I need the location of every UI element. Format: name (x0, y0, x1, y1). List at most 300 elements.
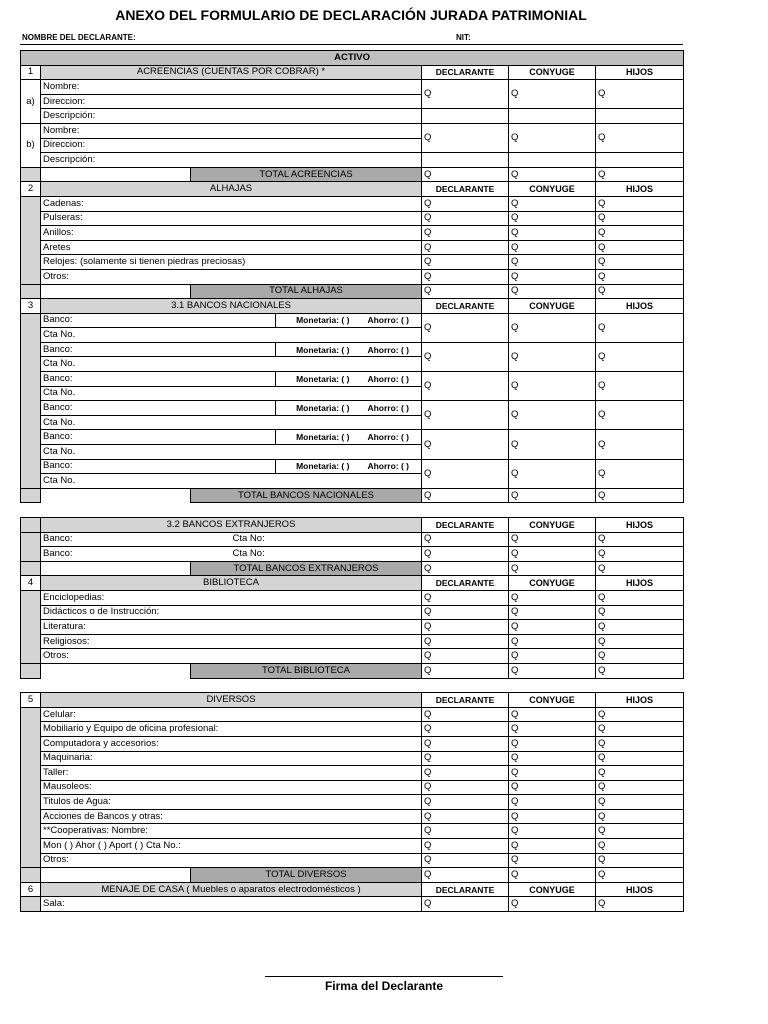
monetaria-option[interactable]: Monetaria: ( ) (296, 432, 350, 443)
item-declarante-amount[interactable]: Q (422, 839, 509, 854)
column-header-hijos: HIJOS (596, 693, 684, 708)
item-row (21, 736, 684, 751)
bank-row (21, 313, 684, 328)
column-header-conyuge: CONYUGE (509, 65, 596, 80)
item-declarante-amount[interactable]: Q (422, 809, 509, 824)
form-title: ANEXO DEL FORMULARIO DE DECLARACIÓN JURADA PATRIMONIAL (115, 7, 587, 23)
section-number: 2 (21, 182, 41, 197)
item-label[interactable]: Maquinaria: (41, 751, 422, 766)
item-conyuge-amount[interactable]: Q (509, 649, 596, 664)
item-conyuge-amount[interactable]: Q (509, 211, 596, 226)
item-row (21, 605, 684, 620)
foreign-bank-row (21, 532, 684, 547)
total-declarante-amount[interactable]: Q (422, 561, 509, 576)
margin-cell (21, 561, 41, 576)
item-row (21, 649, 684, 664)
item-declarante-amount[interactable]: Q (422, 707, 509, 722)
column-header-hijos: HIJOS (596, 182, 684, 197)
foreign-bank-name-field[interactable]: Banco: (41, 532, 191, 547)
item-row (21, 766, 684, 781)
column-header-declarante: DECLARANTE (422, 65, 509, 80)
total-declarante-amount[interactable]: Q (422, 284, 509, 299)
account-type-options[interactable] (276, 430, 422, 445)
total-conyuge-amount[interactable]: Q (509, 284, 596, 299)
item-label[interactable]: Sala: (41, 897, 422, 912)
acreencia-row (21, 80, 684, 95)
item-declarante-amount[interactable]: Q (422, 649, 509, 664)
section-title: BIBLIOTECA (41, 576, 422, 591)
acreencia-row (21, 153, 684, 168)
acreencia-descripcion-field[interactable]: Descripción: (41, 153, 422, 168)
item-row (21, 839, 684, 854)
section-number (21, 518, 41, 533)
bank-name-field[interactable]: Banco: (41, 401, 276, 416)
item-declarante-amount[interactable]: Q (422, 736, 509, 751)
foreign-bank-conyuge-amount[interactable]: Q (509, 532, 596, 547)
margin-cell (21, 196, 41, 284)
total-declarante-amount[interactable]: Q (422, 868, 509, 883)
bank-declarante-amount[interactable]: Q (422, 430, 509, 459)
item-letter: a) (21, 80, 41, 124)
acreencia-descripcion-field[interactable]: Descripción: (41, 109, 422, 124)
item-conyuge-amount[interactable]: Q (509, 780, 596, 795)
foreign-bank-declarante-amount[interactable]: Q (422, 532, 509, 547)
account-type-options[interactable] (276, 342, 422, 357)
bank-hijos-amount[interactable]: Q (596, 430, 684, 459)
item-hijos-amount[interactable]: Q (596, 853, 684, 868)
section-number: 5 (21, 693, 41, 708)
item-hijos-amount[interactable]: Q (596, 196, 684, 211)
item-declarante-amount[interactable]: Q (422, 766, 509, 781)
section-total-label: TOTAL DIVERSOS (191, 868, 422, 883)
item-label[interactable]: Otros: (41, 853, 422, 868)
item-declarante-amount[interactable]: Q (422, 240, 509, 255)
column-header-hijos: HIJOS (596, 576, 684, 591)
bank-name-field[interactable]: Banco: (41, 342, 276, 357)
bank-hijos-amount[interactable]: Q (596, 342, 684, 371)
item-conyuge-amount[interactable]: Q (509, 766, 596, 781)
nit-label: NIT: (456, 33, 471, 42)
item-row (21, 196, 684, 211)
item-hijos-amount[interactable]: Q (596, 255, 684, 270)
item-hijos-amount[interactable]: Q (596, 897, 684, 912)
acreencia-nombre-field[interactable]: Nombre: (41, 80, 422, 95)
acreencia-nombre-field[interactable]: Nombre: (41, 123, 422, 138)
margin-cell (21, 868, 41, 883)
empty-cell (422, 153, 509, 168)
section-title: ACREENCIAS (CUENTAS POR COBRAR) * (41, 65, 422, 80)
item-hijos-amount[interactable]: Q (596, 590, 684, 605)
item-label[interactable]: Celular: (41, 707, 422, 722)
item-declarante-amount[interactable]: Q (422, 897, 509, 912)
item-declarante-amount[interactable]: Q (422, 620, 509, 635)
item-row (21, 722, 684, 737)
blank-cell (41, 284, 191, 299)
total-conyuge-amount[interactable]: Q (509, 561, 596, 576)
spacer-row (21, 503, 684, 518)
section-title: ALHAJAS (41, 182, 422, 197)
account-number-field[interactable]: Cta No. (41, 445, 422, 460)
item-row (21, 255, 684, 270)
total-hijos-amount[interactable]: Q (596, 488, 684, 503)
bank-conyuge-amount[interactable]: Q (509, 459, 596, 488)
item-row (21, 780, 684, 795)
total-row (21, 284, 684, 299)
item-row (21, 240, 684, 255)
item-conyuge-amount[interactable]: Q (509, 605, 596, 620)
section-title: MENAJE DE CASA ( Muebles o aparatos electrodomésticos ) (41, 882, 422, 897)
section-total-label: TOTAL BANCOS EXTRANJEROS (191, 561, 422, 576)
account-number-field[interactable]: Cta No. (41, 328, 422, 343)
column-header-conyuge: CONYUGE (509, 518, 596, 533)
item-label[interactable]: Otros: (41, 649, 422, 664)
empty-cell (509, 153, 596, 168)
item-conyuge-amount[interactable]: Q (509, 269, 596, 284)
acreencia-hijos-amount[interactable]: Q (596, 123, 684, 152)
item-label[interactable]: Taller: (41, 766, 422, 781)
total-conyuge-amount[interactable]: Q (509, 167, 596, 182)
total-row (21, 868, 684, 883)
item-conyuge-amount[interactable]: Q (509, 809, 596, 824)
bank-declarante-amount[interactable]: Q (422, 342, 509, 371)
column-header-conyuge: CONYUGE (509, 882, 596, 897)
item-row (21, 620, 684, 635)
blank-cell (41, 167, 191, 182)
total-conyuge-amount[interactable]: Q (509, 868, 596, 883)
foreign-account-field[interactable]: Cta No: (191, 547, 422, 562)
column-header-declarante: DECLARANTE (422, 299, 509, 314)
bank-row (21, 342, 684, 357)
item-declarante-amount[interactable]: Q (422, 853, 509, 868)
bank-row (21, 372, 684, 387)
bank-conyuge-amount[interactable]: Q (509, 401, 596, 430)
item-hijos-amount[interactable]: Q (596, 809, 684, 824)
item-row (21, 634, 684, 649)
item-conyuge-amount[interactable]: Q (509, 255, 596, 270)
item-row (21, 795, 684, 810)
margin-cell (21, 897, 41, 912)
item-label[interactable]: Didácticos o de Instrucción: (41, 605, 422, 620)
bank-declarante-amount[interactable]: Q (422, 372, 509, 401)
foreign-bank-declarante-amount[interactable]: Q (422, 547, 509, 562)
total-row (21, 488, 684, 503)
monetaria-option[interactable]: Monetaria: ( ) (296, 373, 350, 384)
section-total-label: TOTAL ACREENCIAS (191, 167, 422, 182)
account-number-field[interactable]: Cta No. (41, 474, 422, 489)
item-declarante-amount[interactable]: Q (422, 722, 509, 737)
column-header-conyuge: CONYUGE (509, 576, 596, 591)
account-type-options[interactable] (276, 401, 422, 416)
acreencia-row (21, 109, 684, 124)
bank-name-field[interactable]: Banco: (41, 430, 276, 445)
item-row (21, 226, 684, 241)
signature-label: Firma del Declarante (324, 979, 444, 993)
item-conyuge-amount[interactable]: Q (509, 795, 596, 810)
item-label[interactable]: Computadora y accesorios: (41, 736, 422, 751)
item-hijos-amount[interactable]: Q (596, 649, 684, 664)
section-header-row (21, 65, 684, 80)
margin-cell (21, 167, 41, 182)
section-title: 3.2 BANCOS EXTRANJEROS (41, 518, 422, 533)
item-declarante-amount[interactable]: Q (422, 605, 509, 620)
total-hijos-amount[interactable]: Q (596, 561, 684, 576)
bank-row (21, 430, 684, 445)
item-hijos-amount[interactable]: Q (596, 824, 684, 839)
section-total-label: TOTAL BANCOS NACIONALES (191, 488, 422, 503)
item-label[interactable]: Mausoleos: (41, 780, 422, 795)
total-hijos-amount[interactable]: Q (596, 663, 684, 678)
section-title: 3.1 BANCOS NACIONALES (41, 299, 422, 314)
item-row (21, 590, 684, 605)
spacer-cell (21, 503, 684, 518)
signature-line (265, 976, 503, 977)
item-conyuge-amount[interactable]: Q (509, 620, 596, 635)
item-label[interactable]: Anillos: (41, 226, 422, 241)
foreign-bank-hijos-amount[interactable]: Q (596, 547, 684, 562)
item-conyuge-amount[interactable]: Q (509, 897, 596, 912)
acreencia-declarante-amount[interactable]: Q (422, 123, 509, 152)
acreencia-row (21, 123, 684, 138)
item-hijos-amount[interactable]: Q (596, 722, 684, 737)
item-hijos-amount[interactable]: Q (596, 839, 684, 854)
activo-header: ACTIVO (21, 51, 684, 66)
total-declarante-amount[interactable]: Q (422, 488, 509, 503)
section-header-row (21, 576, 684, 591)
section-header-row (21, 882, 684, 897)
bank-conyuge-amount[interactable]: Q (509, 430, 596, 459)
margin-cell (21, 663, 41, 678)
blank-cell (41, 663, 191, 678)
item-label[interactable]: Relojes: (solamente si tienen piedras preciosas) (41, 255, 422, 270)
bank-declarante-amount[interactable]: Q (422, 459, 509, 488)
item-row (21, 853, 684, 868)
ahorro-option[interactable]: Ahorro: ( ) (367, 373, 409, 384)
bank-name-field[interactable]: Banco: (41, 459, 276, 474)
column-header-hijos: HIJOS (596, 299, 684, 314)
column-header-declarante: DECLARANTE (422, 518, 509, 533)
item-label[interactable]: Mon ( ) Ahor ( ) Aport ( ) Cta No.: (41, 839, 422, 854)
item-conyuge-amount[interactable]: Q (509, 707, 596, 722)
column-header-declarante: DECLARANTE (422, 576, 509, 591)
item-row (21, 751, 684, 766)
item-label[interactable]: Mobiliario y Equipo de oficina profesional: (41, 722, 422, 737)
bank-hijos-amount[interactable]: Q (596, 372, 684, 401)
margin-cell (21, 313, 41, 488)
total-row (21, 561, 684, 576)
item-hijos-amount[interactable]: Q (596, 269, 684, 284)
asset-form-table (20, 50, 684, 912)
column-header-hijos: HIJOS (596, 518, 684, 533)
ahorro-option[interactable]: Ahorro: ( ) (367, 315, 409, 326)
margin-cell (21, 284, 41, 299)
empty-cell (596, 109, 684, 124)
item-conyuge-amount[interactable]: Q (509, 240, 596, 255)
item-conyuge-amount[interactable]: Q (509, 751, 596, 766)
item-conyuge-amount[interactable]: Q (509, 722, 596, 737)
item-row (21, 824, 684, 839)
item-conyuge-amount[interactable]: Q (509, 590, 596, 605)
bank-conyuge-amount[interactable]: Q (509, 313, 596, 342)
item-hijos-amount[interactable]: Q (596, 795, 684, 810)
item-label[interactable]: Enciclopedias: (41, 590, 422, 605)
item-row (21, 809, 684, 824)
foreign-bank-name-field[interactable]: Banco: (41, 547, 191, 562)
total-conyuge-amount[interactable]: Q (509, 488, 596, 503)
item-hijos-amount[interactable]: Q (596, 240, 684, 255)
item-hijos-amount[interactable]: Q (596, 780, 684, 795)
account-type-options[interactable] (276, 459, 422, 474)
item-label[interactable]: Pulseras: (41, 211, 422, 226)
ahorro-option[interactable]: Ahorro: ( ) (367, 344, 409, 355)
bank-hijos-amount[interactable]: Q (596, 313, 684, 342)
item-conyuge-amount[interactable]: Q (509, 736, 596, 751)
bank-declarante-amount[interactable]: Q (422, 313, 509, 342)
item-hijos-amount[interactable]: Q (596, 736, 684, 751)
bank-conyuge-amount[interactable]: Q (509, 342, 596, 371)
blank-cell (41, 868, 191, 883)
section-number: 3 (21, 299, 41, 314)
monetaria-option[interactable]: Monetaria: ( ) (296, 344, 350, 355)
item-label[interactable]: Religiosos: (41, 634, 422, 649)
section-total-label: TOTAL ALHAJAS (191, 284, 422, 299)
item-letter: b) (21, 123, 41, 167)
foreign-bank-hijos-amount[interactable]: Q (596, 532, 684, 547)
section-total-label: TOTAL BIBLIOTECA (191, 663, 422, 678)
acreencia-conyuge-amount[interactable]: Q (509, 123, 596, 152)
section-header-row (21, 693, 684, 708)
item-row (21, 897, 684, 912)
item-row (21, 211, 684, 226)
monetaria-option[interactable]: Monetaria: ( ) (296, 315, 350, 326)
item-conyuge-amount[interactable]: Q (509, 634, 596, 649)
account-number-field[interactable]: Cta No. (41, 415, 422, 430)
total-row (21, 167, 684, 182)
item-hijos-amount[interactable]: Q (596, 751, 684, 766)
item-declarante-amount[interactable]: Q (422, 196, 509, 211)
acreencia-declarante-amount[interactable]: Q (422, 80, 509, 109)
item-hijos-amount[interactable]: Q (596, 211, 684, 226)
column-header-conyuge: CONYUGE (509, 693, 596, 708)
total-declarante-amount[interactable]: Q (422, 663, 509, 678)
item-conyuge-amount[interactable]: Q (509, 853, 596, 868)
foreign-account-field[interactable]: Cta No: (191, 532, 422, 547)
foreign-bank-conyuge-amount[interactable]: Q (509, 547, 596, 562)
section-header-row (21, 182, 684, 197)
acreencia-direccion-field[interactable]: Direccion: (41, 138, 422, 153)
total-hijos-amount[interactable]: Q (596, 284, 684, 299)
total-hijos-amount[interactable]: Q (596, 167, 684, 182)
empty-cell (422, 109, 509, 124)
item-declarante-amount[interactable]: Q (422, 751, 509, 766)
acreencia-direccion-field[interactable]: Direccion: (41, 94, 422, 109)
item-row (21, 707, 684, 722)
item-hijos-amount[interactable]: Q (596, 707, 684, 722)
bank-name-field[interactable]: Banco: (41, 313, 276, 328)
account-type-options[interactable] (276, 313, 422, 328)
total-declarante-amount[interactable]: Q (422, 167, 509, 182)
bank-declarante-amount[interactable]: Q (422, 401, 509, 430)
column-header-declarante: DECLARANTE (422, 182, 509, 197)
item-label[interactable]: Literatura: (41, 620, 422, 635)
item-declarante-amount[interactable]: Q (422, 211, 509, 226)
item-declarante-amount[interactable]: Q (422, 824, 509, 839)
column-header-declarante: DECLARANTE (422, 882, 509, 897)
margin-cell (21, 590, 41, 663)
column-header-hijos: HIJOS (596, 882, 684, 897)
item-label[interactable]: Acciones de Bancos y otras: (41, 809, 422, 824)
item-conyuge-amount[interactable]: Q (509, 839, 596, 854)
spacer-cell (21, 678, 684, 693)
section-number: 1 (21, 65, 41, 80)
item-label[interactable]: Otros: (41, 269, 422, 284)
total-hijos-amount[interactable]: Q (596, 868, 684, 883)
section-number: 4 (21, 576, 41, 591)
item-hijos-amount[interactable]: Q (596, 634, 684, 649)
activo-header-row (21, 51, 684, 66)
spacer-row (21, 678, 684, 693)
column-header-declarante: DECLARANTE (422, 693, 509, 708)
item-label[interactable]: Aretes (41, 240, 422, 255)
item-declarante-amount[interactable]: Q (422, 255, 509, 270)
item-declarante-amount[interactable]: Q (422, 590, 509, 605)
margin-cell (21, 707, 41, 868)
acreencia-hijos-amount[interactable]: Q (596, 80, 684, 109)
item-conyuge-amount[interactable]: Q (509, 226, 596, 241)
section-header-row (21, 299, 684, 314)
item-hijos-amount[interactable]: Q (596, 605, 684, 620)
ahorro-option[interactable]: Ahorro: ( ) (367, 432, 409, 443)
item-conyuge-amount[interactable]: Q (509, 196, 596, 211)
item-hijos-amount[interactable]: Q (596, 766, 684, 781)
item-label[interactable]: Titulos de Agua: (41, 795, 422, 810)
item-declarante-amount[interactable]: Q (422, 795, 509, 810)
acreencia-conyuge-amount[interactable]: Q (509, 80, 596, 109)
account-number-field[interactable]: Cta No. (41, 386, 422, 401)
blank-cell (41, 488, 191, 503)
empty-cell (596, 153, 684, 168)
item-hijos-amount[interactable]: Q (596, 226, 684, 241)
foreign-bank-row (21, 547, 684, 562)
bank-conyuge-amount[interactable]: Q (509, 372, 596, 401)
bank-hijos-amount[interactable]: Q (596, 401, 684, 430)
item-declarante-amount[interactable]: Q (422, 269, 509, 284)
section-header-row (21, 518, 684, 533)
ahorro-option[interactable]: Ahorro: ( ) (367, 461, 409, 472)
total-conyuge-amount[interactable]: Q (509, 663, 596, 678)
account-type-options[interactable] (276, 372, 422, 387)
item-label[interactable]: **Cooperativas: Nombre: (41, 824, 422, 839)
account-number-field[interactable]: Cta No. (41, 357, 422, 372)
bank-name-field[interactable]: Banco: (41, 372, 276, 387)
item-label[interactable]: Cadenas: (41, 196, 422, 211)
item-conyuge-amount[interactable]: Q (509, 824, 596, 839)
item-declarante-amount[interactable]: Q (422, 780, 509, 795)
item-declarante-amount[interactable]: Q (422, 634, 509, 649)
monetaria-option[interactable]: Monetaria: ( ) (296, 403, 350, 414)
monetaria-option[interactable]: Monetaria: ( ) (296, 461, 350, 472)
column-header-conyuge: CONYUGE (509, 182, 596, 197)
declarant-field[interactable] (20, 30, 683, 45)
margin-cell (21, 488, 41, 503)
declarant-label: NOMBRE DEL DECLARANTE: (22, 33, 136, 42)
bank-row (21, 459, 684, 474)
column-header-hijos: HIJOS (596, 65, 684, 80)
bank-row (21, 401, 684, 416)
bank-hijos-amount[interactable]: Q (596, 459, 684, 488)
item-declarante-amount[interactable]: Q (422, 226, 509, 241)
ahorro-option[interactable]: Ahorro: ( ) (367, 403, 409, 414)
item-hijos-amount[interactable]: Q (596, 620, 684, 635)
